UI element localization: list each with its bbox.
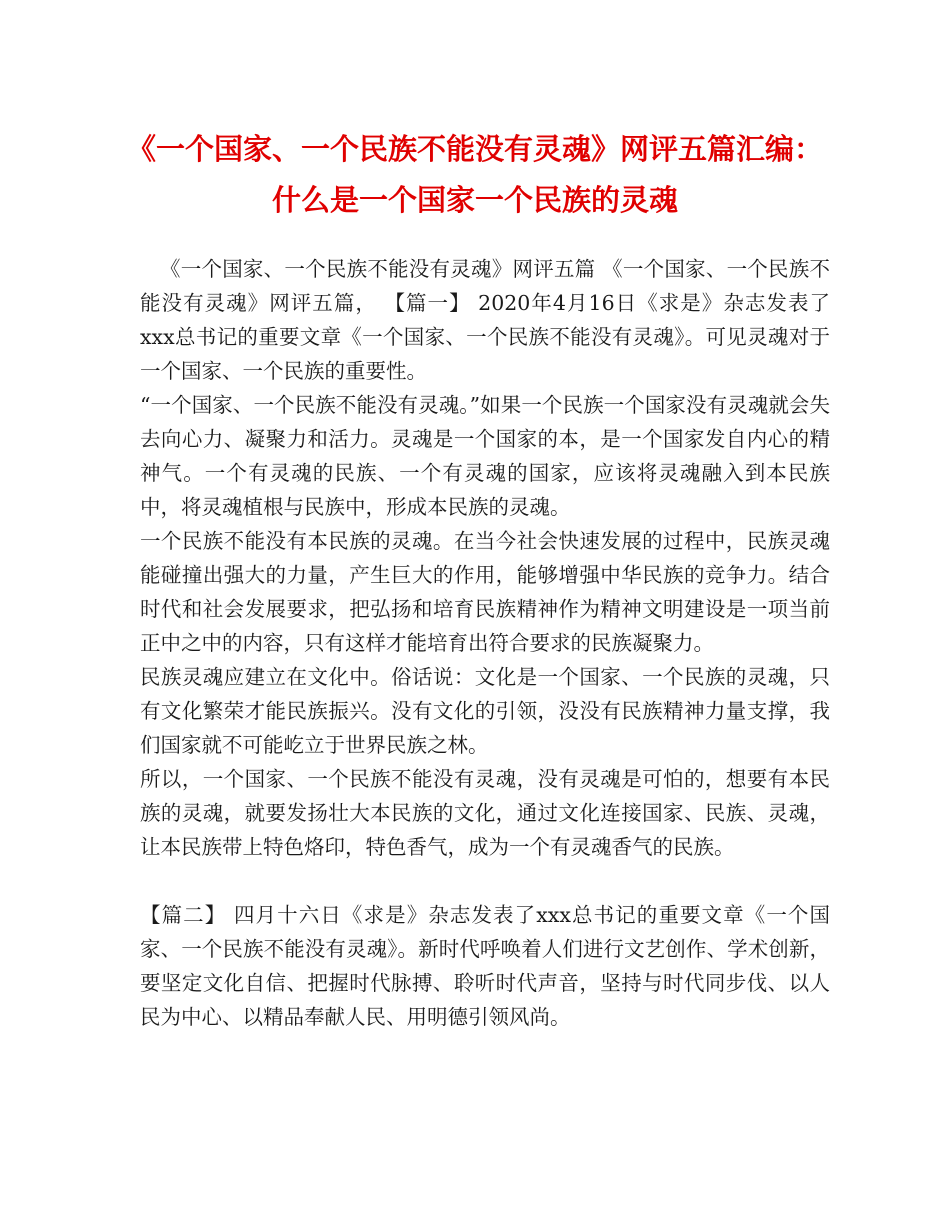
document-body	[140, 252, 830, 1034]
paragraph-5: 所以，一个国家、一个民族不能没有灵魂，没有灵魂是可怕的，想要有本民族的灵魂，就要发扬壮大本民族的文化，通过文化连接国家、民族、灵魂，让本民族带上特色烙印，特色香气，成为一个有灵魂香气的民族。	[140, 767, 830, 859]
document-title-line-1: 《一个国家、一个民族不能没有灵魂》网评五篇汇编：	[126, 132, 823, 166]
paragraph-2: “一个国家、一个民族不能没有灵魂。”如果一个民族一个国家没有灵魂就会失去向心力、凝聚力和活力。灵魂是一个国家的本，是一个国家发自内心的精神气。一个有灵魂的民族、一个有灵魂的国家，应该将灵魂融入到本民族中，将灵魂植根与民族中，形成本民族的灵魂。	[140, 393, 830, 519]
paragraph-intro: 《一个国家、一个民族不能没有灵魂》网评五篇 《一个国家、一个民族不能没有灵魂》网评五篇， 【篇一】 2020年4月16日《求是》杂志发表了xxx总书记的重要文章《一个国家、一个民族不能没有灵魂》。可见灵魂对于一个国家、一个民族的重要性。	[140, 257, 830, 383]
document-title-line-2: 什么是一个国家一个民族的灵魂	[271, 183, 678, 217]
paragraph-section-2: 【篇二】 四月十六日《求是》杂志发表了xxx总书记的重要文章《一个国家、一个民族不能没有灵魂》。新时代呼唤着人们进行文艺创作、学术创新，要坚定文化自信、把握时代脉搏、聆听时代声音，坚持与时代同步伐、以人民为中心、以精品奉献人民、用明德引领风尚。	[140, 903, 830, 1029]
paragraph-3: 一个民族不能没有本民族的灵魂。在当今社会快速发展的过程中，民族灵魂能碰撞出强大的力量，产生巨大的作用，能够增强中华民族的竞争力。结合时代和社会发展要求，把弘扬和培育民族精神作为精神文明建设是一项当前正中之中的内容，只有这样才能培育出符合要求的民族凝聚力。	[140, 529, 830, 655]
paragraph-4: 民族灵魂应建立在文化中。俗话说：文化是一个国家、一个民族的灵魂，只有文化繁荣才能民族振兴。没有文化的引领，没没有民族精神力量支撑，我们国家就不可能屹立于世界民族之林。	[140, 665, 830, 757]
